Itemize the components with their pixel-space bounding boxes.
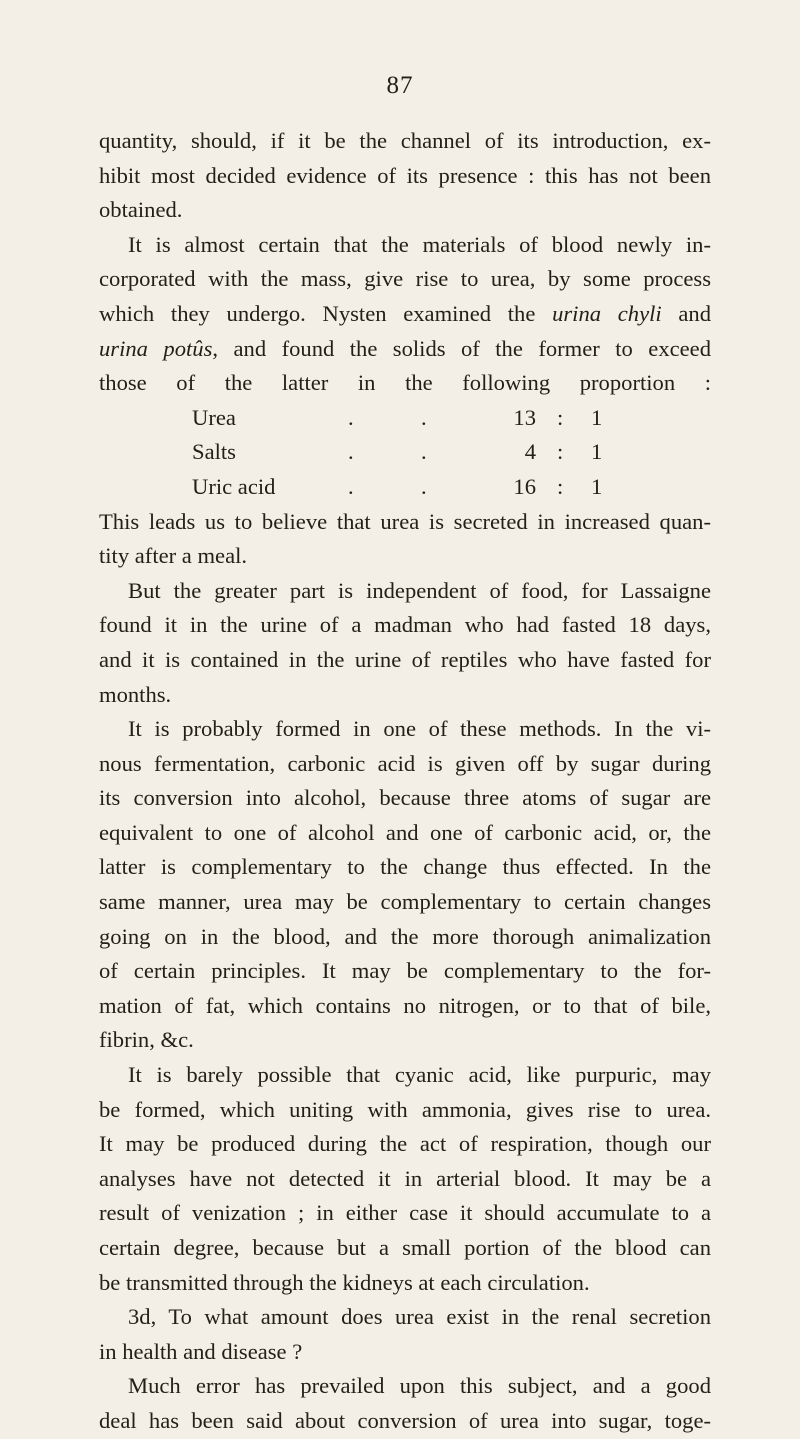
proportion-row-salts bbox=[99, 435, 711, 470]
proportion-base: 1 bbox=[591, 473, 603, 499]
text-line: quantity, should, if it be the channel of its introduction, ex- bbox=[99, 128, 711, 153]
paragraph-start-line: It is barely possible that cyanic acid, like purpuric, may bbox=[128, 1062, 711, 1088]
paragraph-start-line: It is almost certain that the materials of blood newly in- bbox=[128, 231, 711, 257]
paragraph-start-line: 3d, To what amount does urea exist in the renal secretion bbox=[128, 1304, 711, 1330]
text-fragment: which they undergo. Nysten examined the bbox=[99, 300, 536, 326]
text-line: fibrin, &c. bbox=[99, 1027, 194, 1053]
text-line: obtained. bbox=[99, 197, 183, 223]
paragraph-start-line: It is probably formed in one of these methods. In the vi- bbox=[128, 716, 711, 742]
leader-dot: . bbox=[421, 404, 427, 430]
proportion-label: Urea bbox=[192, 404, 236, 430]
text-line: be transmitted through the kidneys at each circulation. bbox=[99, 1269, 590, 1295]
text-line: its conversion into alcohol, because three atoms of sugar are bbox=[99, 785, 711, 811]
proportion-base: 1 bbox=[591, 404, 603, 430]
text-line: This leads us to believe that urea is secreted in increased quan- bbox=[99, 508, 711, 534]
leader-dot: . bbox=[348, 439, 354, 465]
text-line: and it is contained in the urine of reptiles who have fasted for bbox=[99, 646, 711, 672]
italic-term-urina-potus: urina potûs bbox=[99, 335, 213, 361]
proportion-row-uric-acid bbox=[99, 470, 711, 505]
proportion-base: 1 bbox=[591, 439, 603, 465]
text-fragment: , and found the solids of the former to exceed bbox=[212, 335, 712, 361]
proportion-ratio: 4 bbox=[524, 439, 536, 465]
proportion-label: Uric acid bbox=[192, 473, 276, 499]
ratio-separator: : bbox=[557, 439, 564, 465]
proportion-label: Salts bbox=[192, 439, 236, 465]
text-line: months. bbox=[99, 681, 172, 707]
text-line: certain degree, because but a small portion of the blood can bbox=[99, 1235, 711, 1260]
text-line: found it in the urine of a madman who had fasted 18 days, bbox=[99, 612, 711, 638]
text-line: latter is complementary to the change thus effected. In the bbox=[99, 854, 711, 880]
text-line: deal has been said about conversion of urea into sugar, toge- bbox=[99, 1407, 711, 1433]
page-number: 87 bbox=[386, 72, 414, 99]
text-line: analyses have not detected it in arterial blood. It may be a bbox=[99, 1165, 711, 1191]
text-line: in health and disease ? bbox=[99, 1338, 303, 1364]
text-line: equivalent to one of alcohol and one of carbonic acid, or, the bbox=[99, 819, 711, 845]
paragraph-start-line: But the greater part is independent of food, for Lassaigne bbox=[128, 577, 711, 603]
text-fragment: and bbox=[678, 300, 711, 326]
text-line: mation of fat, which contains no nitrogen, or to that of bile, bbox=[99, 992, 711, 1018]
leader-dot: . bbox=[421, 473, 427, 499]
text-line: of certain principles. It may be complementary to the for- bbox=[99, 958, 711, 984]
page-body bbox=[99, 124, 711, 1439]
text-line: going on in the blood, and the more thorough animalization bbox=[99, 923, 711, 949]
text-line: hibit most decided evidence of its presence : this has not been bbox=[99, 162, 711, 188]
ratio-separator: : bbox=[557, 404, 564, 430]
text-line-with-italics bbox=[99, 332, 711, 367]
text-line: corporated with the mass, give rise to urea, by some process bbox=[99, 266, 711, 292]
text-line: nous fermentation, carbonic acid is given off by sugar during bbox=[99, 750, 711, 776]
ratio-separator: : bbox=[557, 473, 564, 499]
leader-dot: . bbox=[348, 404, 354, 430]
leader-dot: . bbox=[348, 473, 354, 499]
proportion-ratio: 13 bbox=[513, 404, 536, 430]
text-line-with-italics bbox=[99, 297, 711, 332]
italic-term-urina-chyli: urina chyli bbox=[552, 300, 662, 326]
paragraph-start-line: Much error has prevailed upon this subject, and a good bbox=[128, 1373, 711, 1399]
text-line: result of venization ; in either case it should accumulate to a bbox=[99, 1200, 711, 1226]
text-line: be formed, which uniting with ammonia, gives rise to urea. bbox=[99, 1096, 711, 1122]
text-line: It may be produced during the act of respiration, though our bbox=[99, 1131, 711, 1157]
text-line: those of the latter in the following proportion : bbox=[99, 370, 711, 396]
proportion-ratio: 16 bbox=[513, 473, 536, 499]
proportion-row-urea bbox=[99, 401, 711, 436]
text-line: same manner, urea may be complementary to certain changes bbox=[99, 889, 711, 915]
text-line: tity after a meal. bbox=[99, 543, 248, 569]
leader-dot: . bbox=[421, 439, 427, 465]
